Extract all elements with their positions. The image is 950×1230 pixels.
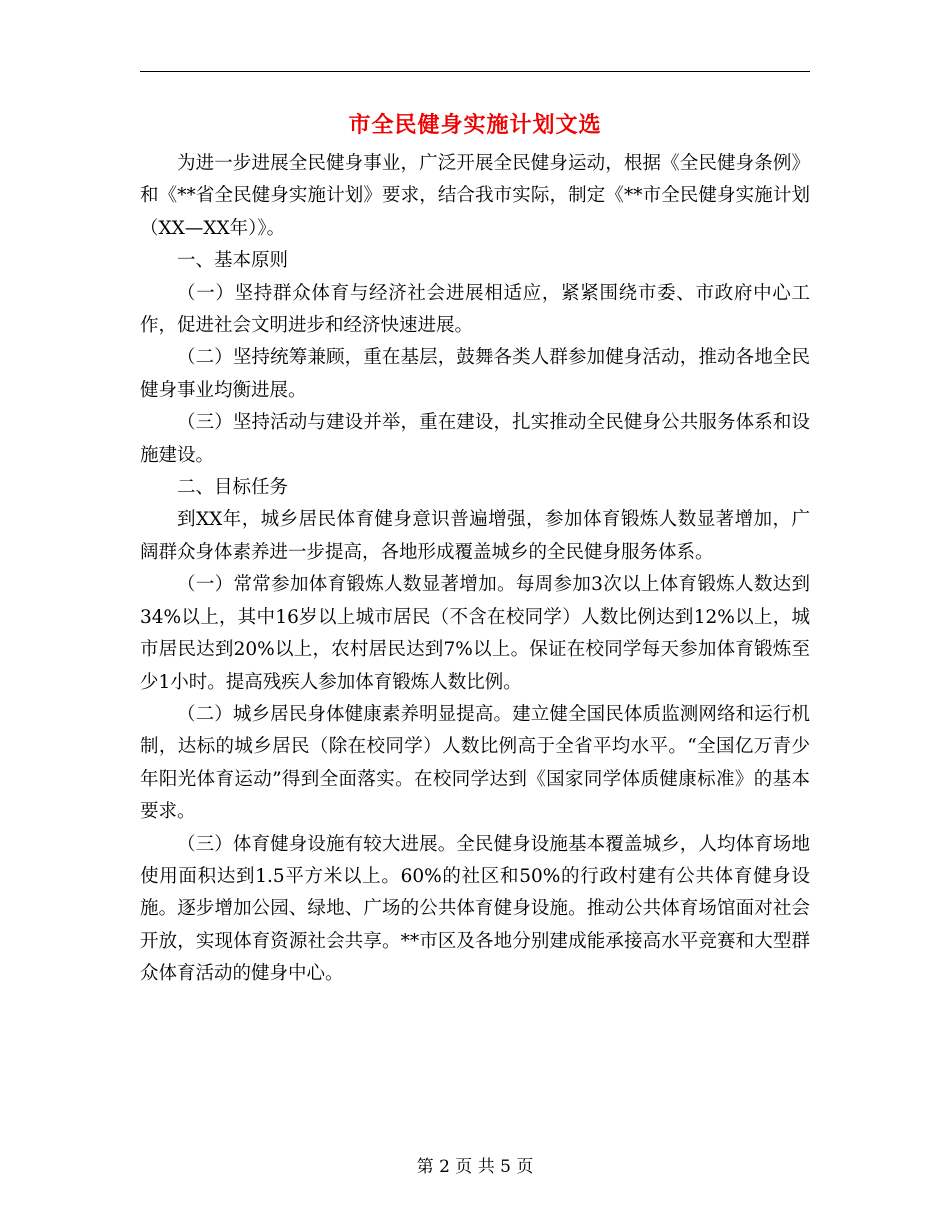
paragraph-goals-intro: 到XX年，城乡居民体育健身意识普遍增强，参加体育锻炼人数显著增加，广阔群众身体素养进一步提高，各地形成覆盖城乡的全民健身服务体系。	[140, 509, 810, 563]
section-heading-goals: 二、目标任务	[177, 477, 289, 499]
page-footer: 第 2 页 共 5 页	[416, 1157, 534, 1177]
document-body	[140, 148, 810, 991]
paragraph-goal-1: （一）常常参加体育锻炼人数显著增加。每周参加3次以上体育锻炼人数达到34%以上，其中16岁以上城市居民（不含在校同学）人数比例达到12%以上，城市居民达到20%以上，农村居民达到7%以上。保证在校同学每天参加体育锻炼至少1小时。提高残疾人参加体育锻炼人数比例。	[140, 574, 810, 693]
paragraph-principle-1: （一）坚持群众体育与经济社会进展相适应，紧紧围绕市委、市政府中心工作，促进社会文明进步和经济快速进展。	[140, 282, 810, 337]
paragraph-goal-2: （二）城乡居民身体健康素养明显提高。建立健全国民体质监测网络和运行机制，达标的城乡居民（除在校同学）人数比例高于全省平均水平。“全国亿万青少年阳光体育运动”得到全面落实。在校同学达到《国家同学体质健康标准》的基本要求。	[140, 703, 810, 823]
paragraph-intro: 为进一步进展全民健身事业，广泛开展全民健身运动，根据《全民健身条例》和《**省全民健身实施计划》要求，结合我市实际，制定《**市全民健身实施计划（XX—XX年）》。	[140, 153, 810, 239]
paragraph-principle-3: （三）坚持活动与建设并举，重在建设，扎实推动全民健身公共服务体系和设施建设。	[140, 412, 810, 466]
section-heading-principles: 一、基本原则	[177, 250, 289, 272]
paragraph-goal-3: （三）体育健身设施有较大进展。全民健身设施基本覆盖城乡，人均体育场地使用面积达到1.5平方米以上。60%的社区和50%的行政村建有公共体育健身设施。逐步增加公园、绿地、广场的公共体育健身设施。推动公共体育场馆面对社会开放，实现体育资源社会共享。**市区及各地分别建成能承接高水平竞赛和大型群众体育活动的健身中心。	[140, 833, 810, 985]
paragraph-principle-2: （二）坚持统筹兼顾，重在基层，鼓舞各类人群参加健身活动，推动各地全民健身事业均衡进展。	[140, 347, 810, 401]
header-rule	[140, 71, 810, 72]
document-title: 市全民健身实施计划文选	[348, 113, 602, 138]
